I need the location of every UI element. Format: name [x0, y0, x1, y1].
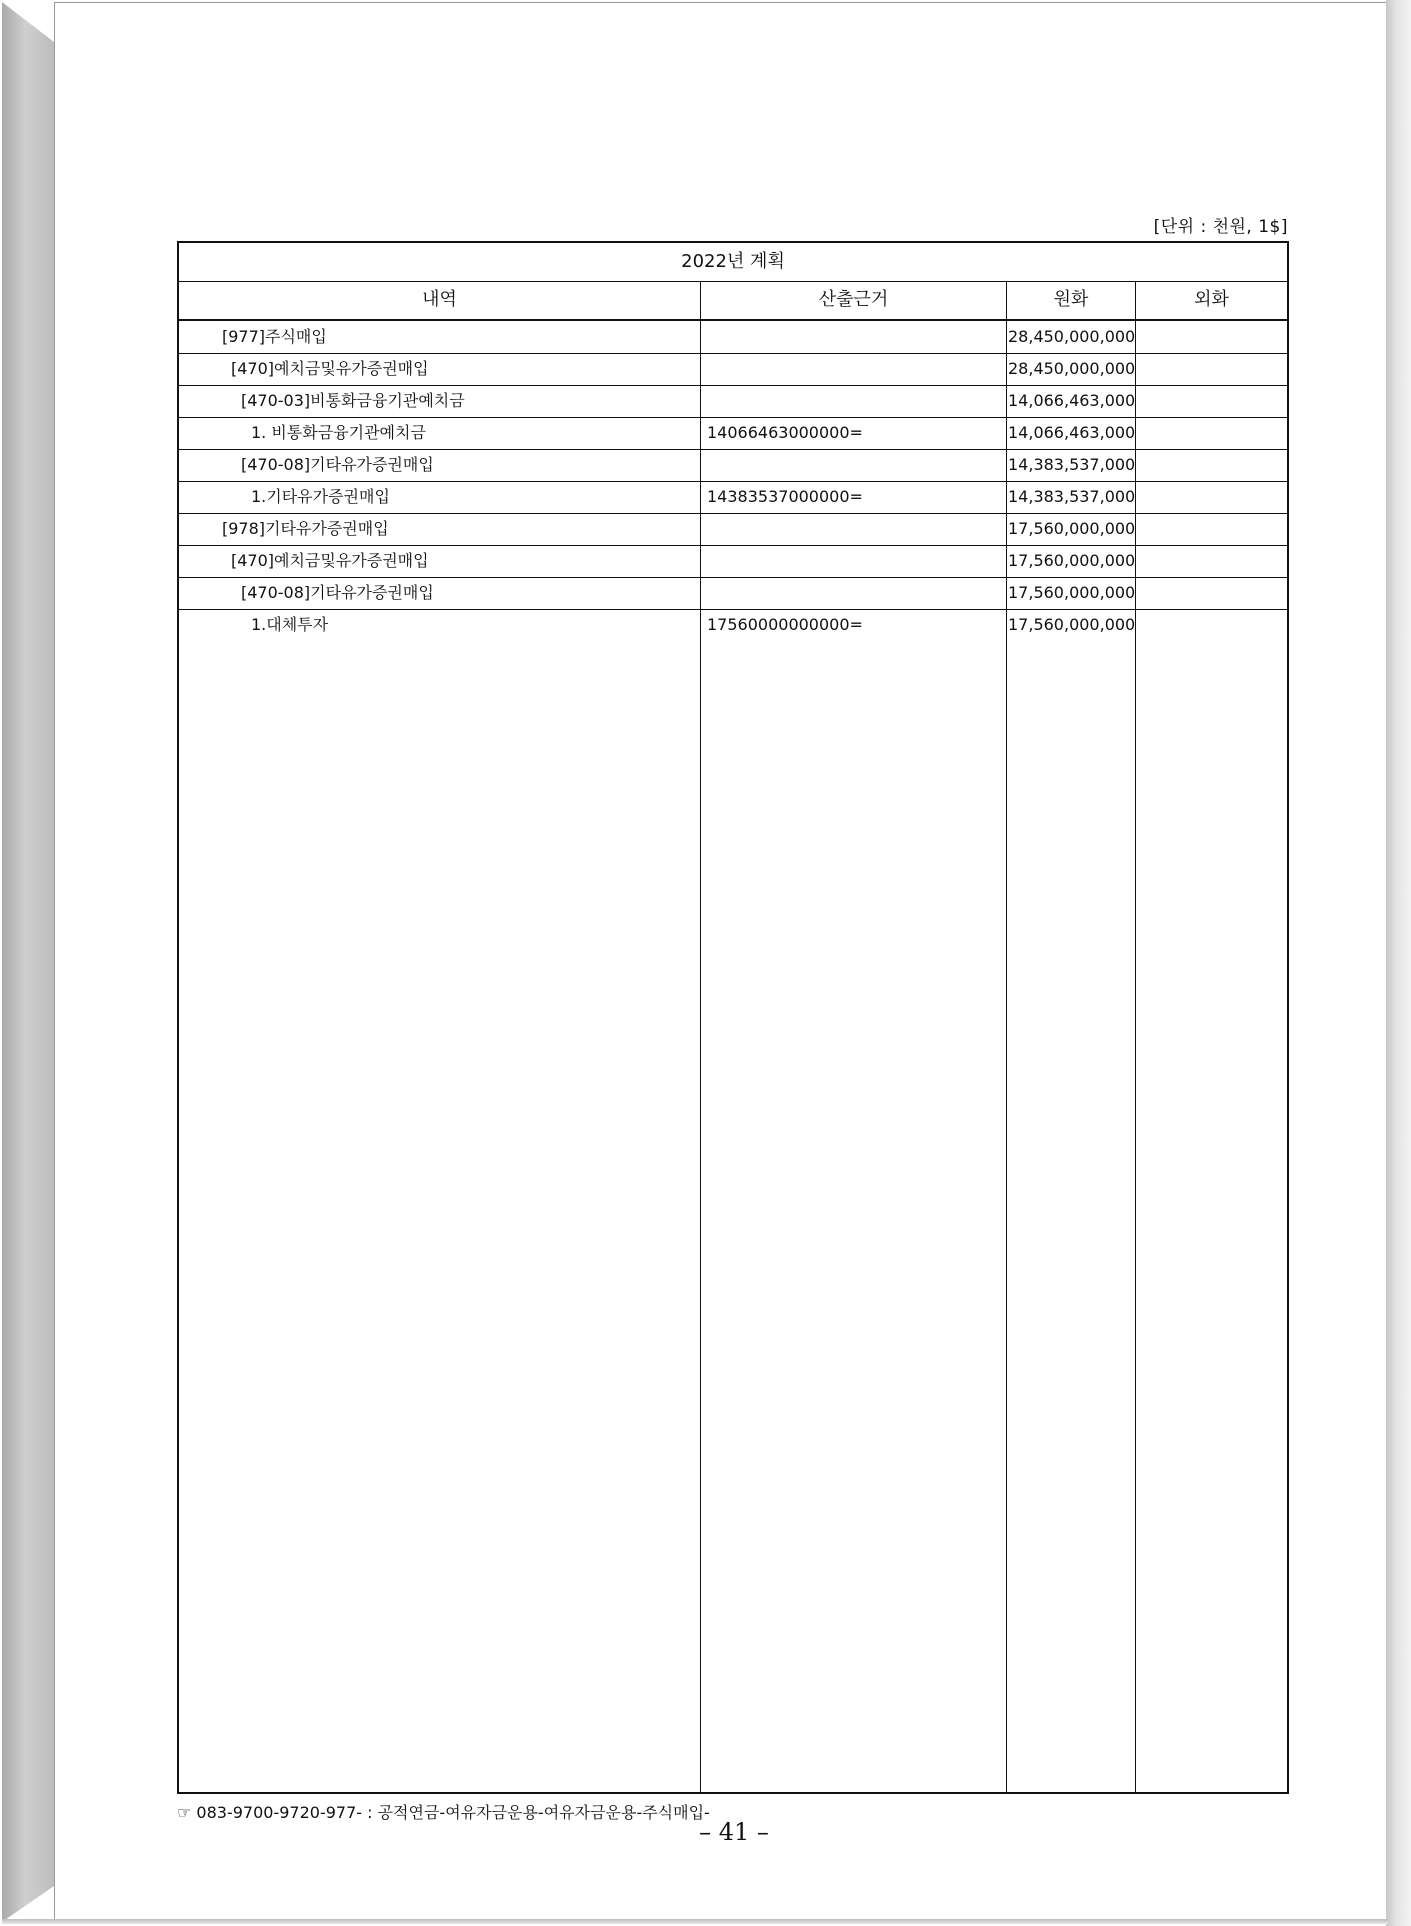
row-fx-cell	[1137, 321, 1287, 353]
row-basis-cell	[702, 353, 1006, 385]
page-number: – 41 –	[699, 1818, 769, 1846]
row-fx-cell	[1137, 385, 1287, 417]
row-basis-cell: 14383537000000=	[707, 487, 863, 506]
row-fx-cell	[1137, 513, 1287, 545]
row-basis-cell	[702, 513, 1006, 545]
header-basis: 산출근거	[818, 289, 889, 310]
table-row	[179, 481, 1287, 514]
row-item-cell: [470]예치금및유가증권매입	[231, 359, 429, 378]
row-item-cell: 1. 비통화금융기관예치금	[251, 423, 426, 442]
row-fx-cell	[1137, 417, 1287, 449]
row-basis-cell	[702, 577, 1006, 609]
header-fx: 외화	[1194, 289, 1229, 310]
row-fx-cell	[1137, 545, 1287, 577]
row-basis-cell: 17560000000000=	[707, 615, 863, 634]
table-row	[179, 609, 1287, 641]
row-basis-cell	[702, 545, 1006, 577]
row-item-cell: [470-03]비통화금융기관예치금	[241, 391, 465, 410]
footer-note: ☞ 083-9700-9720-977- : 공적연금-여유자금운용-여유자금운용-주식매입-	[177, 1803, 710, 1822]
budget-table	[177, 241, 1289, 1794]
header-item: 내역	[422, 289, 457, 310]
page-bottom-edge	[2, 1919, 1388, 1924]
table-row	[179, 417, 1287, 450]
row-krw-cell: 28,450,000,000	[1008, 359, 1135, 378]
row-fx-cell	[1137, 449, 1287, 481]
row-krw-cell: 17,560,000,000	[1008, 551, 1135, 570]
table-row	[179, 545, 1287, 578]
row-item-cell: [977]주식매입	[222, 327, 327, 346]
row-krw-cell: 17,560,000,000	[1008, 519, 1135, 538]
row-fx-cell	[1137, 481, 1287, 513]
row-krw-cell: 14,066,463,000	[1008, 391, 1135, 410]
table-title: 2022년 계획	[179, 243, 1287, 282]
unit-label: [단위 : 천원, 1$]	[1153, 217, 1288, 237]
row-krw-cell: 14,066,463,000	[1008, 423, 1135, 442]
table-row	[179, 513, 1287, 546]
row-item-cell: [470-08]기타유가증권매입	[241, 583, 434, 602]
page-edge-shadow	[1386, 0, 1411, 1926]
row-krw-cell: 17,560,000,000	[1008, 615, 1135, 634]
row-krw-cell: 14,383,537,000	[1008, 455, 1135, 474]
header-krw: 원화	[1053, 289, 1089, 310]
row-item-cell: [978]기타유가증권매입	[222, 519, 389, 538]
row-krw-cell: 14,383,537,000	[1008, 487, 1135, 506]
row-basis-cell: 14066463000000=	[707, 423, 863, 442]
row-item-cell: [470-08]기타유가증권매입	[241, 455, 434, 474]
row-fx-cell	[1137, 577, 1287, 609]
row-basis-cell	[702, 321, 1006, 353]
row-krw-cell: 28,450,000,000	[1008, 327, 1135, 346]
table-row	[179, 385, 1287, 418]
row-basis-cell	[702, 385, 1006, 417]
table-header-row	[179, 281, 1287, 321]
row-item-cell: 1.기타유가증권매입	[251, 487, 390, 506]
table-row	[179, 321, 1287, 354]
row-item-cell: 1.대체투자	[251, 615, 329, 634]
row-fx-cell	[1137, 353, 1287, 385]
row-fx-cell	[1137, 609, 1287, 641]
row-item-cell: [470]예치금및유가증권매입	[231, 551, 429, 570]
table-row	[179, 577, 1287, 610]
row-basis-cell	[702, 449, 1006, 481]
book-spine	[2, 2, 54, 1922]
table-row	[179, 353, 1287, 386]
table-row	[179, 449, 1287, 482]
row-krw-cell: 17,560,000,000	[1008, 583, 1135, 602]
